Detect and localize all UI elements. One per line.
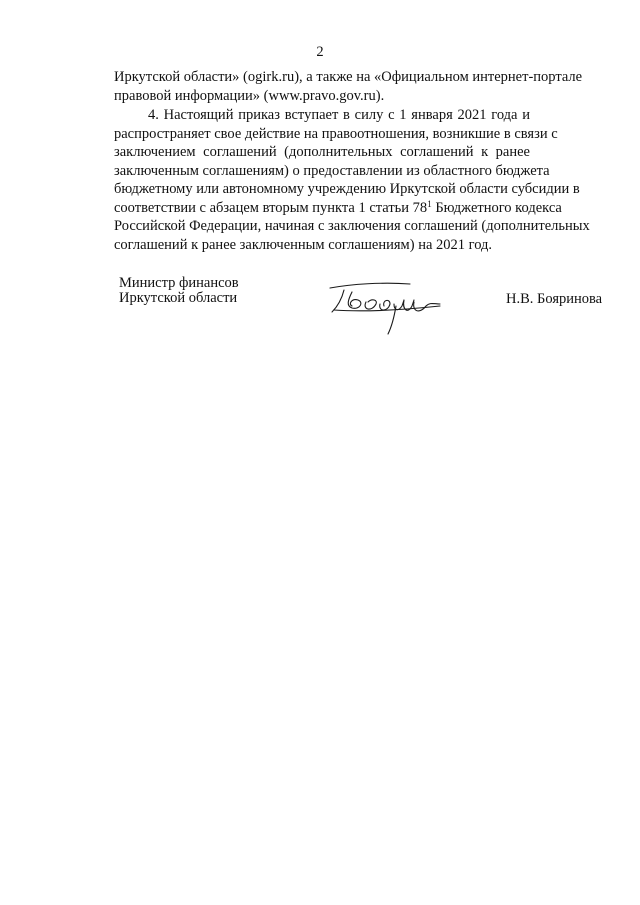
text-line: заключенным соглашениям) о предоставлении из областного бюджета: [114, 162, 550, 179]
text-line: бюджетному или автономному учреждению Иркутской области субсидии в: [114, 181, 580, 197]
text-line-with-superscript: [114, 198, 562, 218]
text-line: заключением соглашений (дополнительных соглашений к ранее: [114, 144, 530, 160]
paragraph-continuation: [114, 68, 583, 105]
text-line: Иркутской области» (ogirk.ru), а также на «Официальном интернет-портале: [114, 69, 583, 85]
text-fragment: Бюджетного кодекса: [431, 199, 562, 216]
signer-name: Н.В. Бояринова: [506, 291, 603, 307]
text-line: соглашений к ранее заключенным соглашениям) на 2021 год.: [114, 236, 493, 253]
text-line: правовой информации» (www.pravo.gov.ru).: [114, 87, 385, 104]
signer-title-line: Иркутской области: [119, 290, 238, 306]
signer-title: [119, 276, 239, 306]
handwritten-signature: [322, 270, 462, 350]
text-line: Российской Федерации, начиная с заключения соглашений (дополнительных: [114, 218, 590, 234]
article-superscript: 1: [427, 198, 432, 209]
page-number: 2: [316, 44, 324, 60]
text-line: распространяет свое действие на правоотношения, возникшие в связи с: [114, 125, 558, 142]
signer-title-line: Министр финансов: [119, 275, 239, 291]
text-line: 4. Настоящий приказ вступает в силу с 1 января 2021 года и: [148, 107, 530, 123]
text-fragment: соответствии с абзацем вторым пункта 1 статьи 78: [114, 199, 428, 216]
paragraph-4: [114, 106, 590, 254]
